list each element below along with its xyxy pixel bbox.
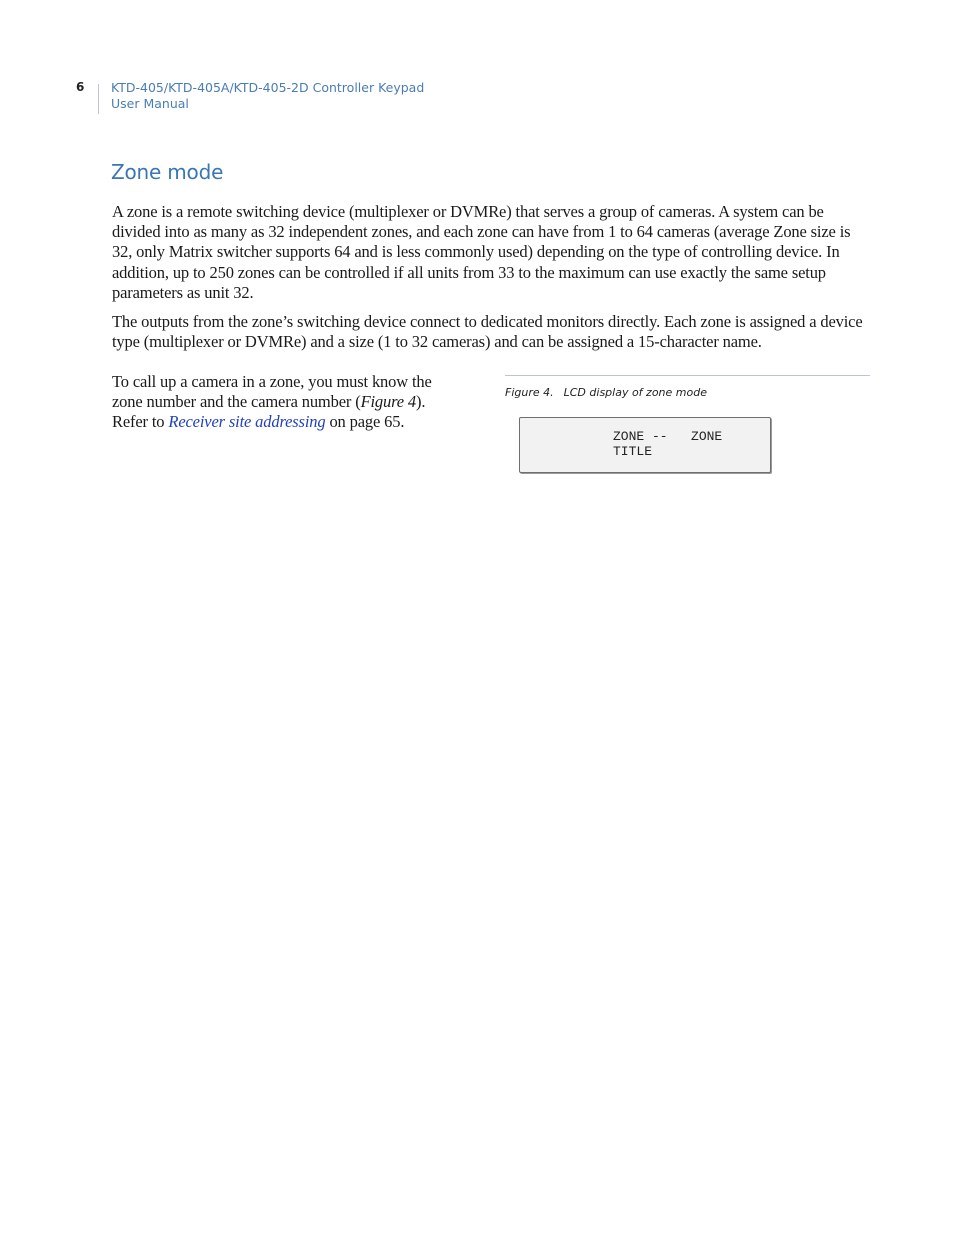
page-number: 6 [76, 80, 85, 94]
body-paragraph-1: A zone is a remote switching device (multiplexer or DVMRe) that serves a group of cameras. A system can be divided into as many as 32 independent zones, and each zone can have from 1 to 64 cameras (average Zone size is 32, only Matrix switcher supports 64 and is less commonly used) depending on the type of controlling device. In addition, up to 250 zones can be controlled if all units from 33 to the maximum can use exactly the same setup parameters as unit 32. [112, 202, 851, 302]
paragraph-text: ). Refer to [112, 392, 426, 432]
header-divider [98, 84, 99, 114]
figure-caption [505, 386, 707, 399]
figure-reference: Figure 4 [360, 392, 417, 412]
body-paragraph-3 [112, 372, 462, 433]
lcd-line-1: ZONE -- ZONE [613, 429, 723, 444]
lcd-display [519, 417, 771, 473]
figure-number: Figure 4. [505, 386, 554, 399]
figure-divider [505, 375, 870, 376]
running-header [111, 80, 424, 112]
manual-title: KTD-405/KTD-405A/KTD-405-2D Controller Keypad [111, 80, 425, 95]
manual-subtitle: User Manual [111, 96, 189, 111]
lcd-line-2: TITLE [613, 444, 653, 459]
figure-caption-text: LCD display of zone mode [563, 386, 707, 399]
receiver-site-addressing-link[interactable]: Receiver site addressing [168, 412, 326, 432]
paragraph-text: To call up a camera in a zone, you must know the zone number and the camera number ( [112, 372, 432, 412]
paragraph-text: on page 65. [325, 412, 405, 432]
section-title: Zone mode [111, 160, 224, 184]
body-paragraph-2: The outputs from the zone’s switching device connect to dedicated monitors directly. Each zone is assigned a device type (multiplexer or DVMRe) and a size (1 to 32 cameras) and can be assigned a 15-character name. [112, 312, 863, 352]
